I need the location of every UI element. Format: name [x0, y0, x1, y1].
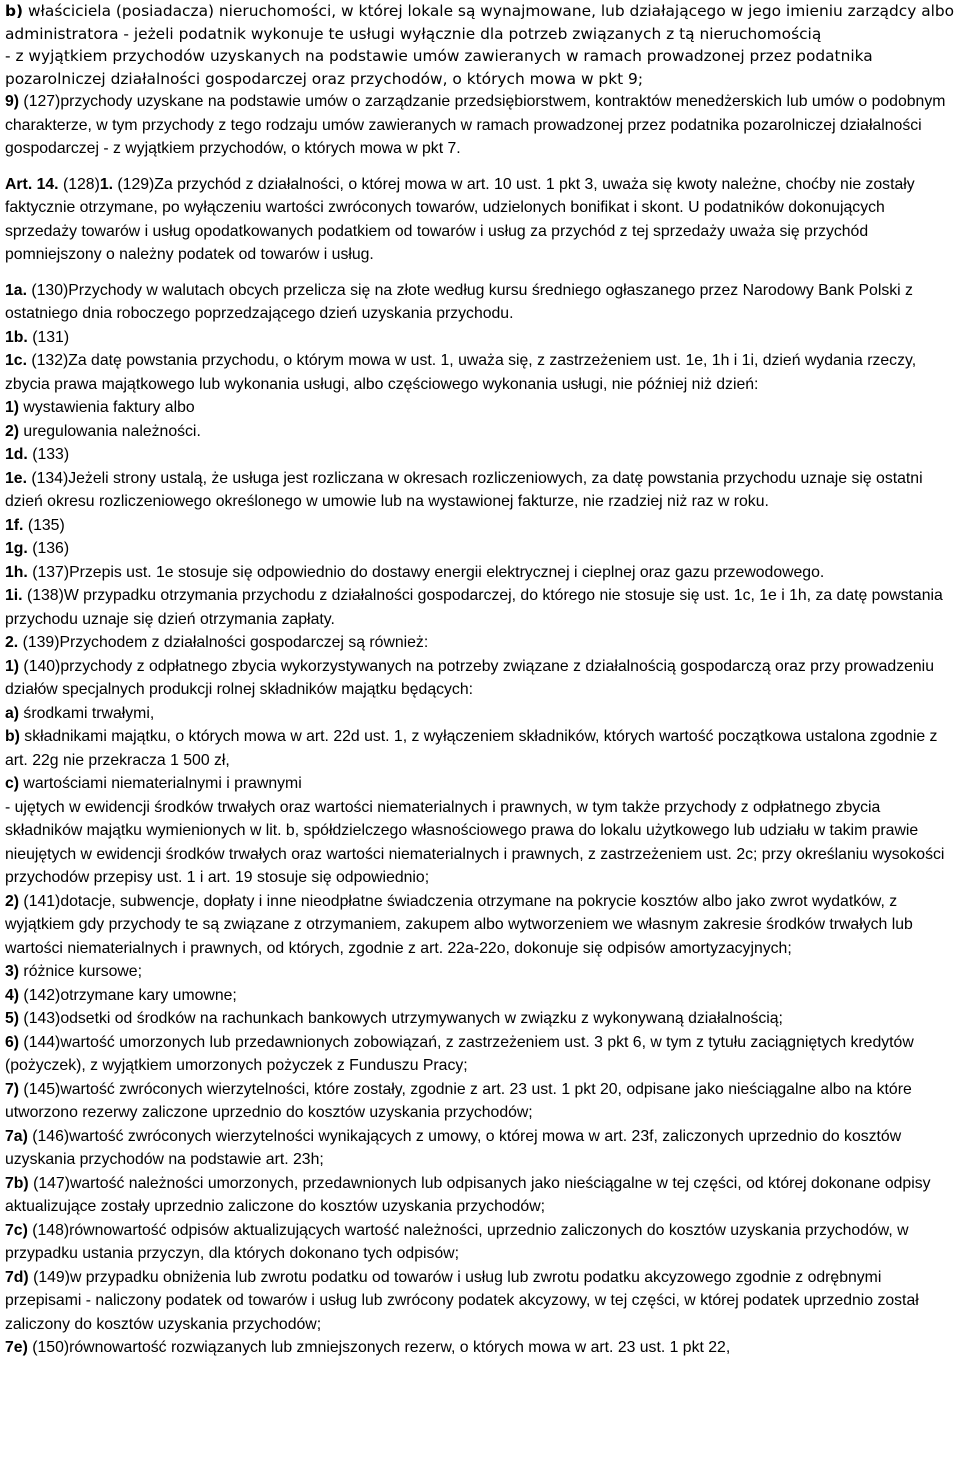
provision-item — [5, 1007, 955, 1031]
item-label: 7c) — [5, 1221, 28, 1239]
provision-item — [5, 537, 955, 561]
provision-item — [5, 1336, 955, 1360]
item-text: (134)Jeżeli strony ustalą, że usługa jest rozliczana w okresach rozliczeniowych, za datę powstania przychodu uznaje się ostatni dzień okresu rozliczeniowego określonego w umowie lub na wystawionej fakturze, nie rzadziej niż raz w roku. — [5, 469, 923, 510]
provision-item — [5, 890, 955, 961]
item-text: (143)odsetki od środków na rachunkach bankowych utrzymywanych w związku z wykonywaną działalnością; — [19, 1010, 783, 1027]
provision-item — [5, 349, 955, 396]
item-label: 1i. — [5, 587, 23, 604]
provision-item — [5, 467, 955, 514]
item-text: - z wyjątkiem przychodów uzyskanych na podstawie umów zawieranych w ramach prowadzonej przez podatnika pozarolniczej działalności gospodarczej oraz przychodów, o których mowa w pkt 9; — [5, 47, 873, 88]
item-text: (135) — [23, 516, 65, 534]
item-text: (136) — [27, 540, 70, 557]
item-text: (132)Za datę powstania przychodu, o którym mowa w ust. 1, uważa się, z zastrzeżeniem ust. 1e, 1h i 1i, dzień wydania rzeczy, zbycia prawa majątkowego lub wykonania usługi, albo częściowego wykonania usługi, nie później niż dzień: — [5, 352, 917, 393]
provision-item — [5, 984, 955, 1008]
item-text: (137)Przepis ust. 1e stosuje się odpowiednio do dostawy energii elektrycznej i cieplnej oraz gazu przewodowego. — [27, 563, 825, 581]
provision-item — [5, 796, 955, 890]
item-text: właściciela (posiadacza) nieruchomości, w której lokale są wynajmowane, lub działającego w jego imieniu zarządcy albo administratora - jeżeli podatnik wykonuje te usługi wyłącznie dla potrzeb związanych z tą nieruchomością — [5, 2, 955, 43]
item-label: 1c. — [5, 352, 27, 369]
provision-item — [5, 1172, 955, 1219]
item-label: 1a. — [5, 281, 27, 299]
item-text: (127)przychody uzyskane na podstawie umów o zarządzanie przedsiębiorstwem, kontraktów menedżerskich lub umów o podobnym charakterze, w tym przychody z tego rodzaju umów zawieranych w ramach prowadzonej przez podatnika pozarolniczej działalności gospodarczej - z wyjątkiem przychodów, o których mowa w pkt 7. — [5, 93, 946, 157]
item-text: wartościami niematerialnymi i prawnymi — [19, 775, 302, 792]
item-text: (131) — [27, 328, 70, 346]
item-label: 7e) — [5, 1339, 28, 1356]
item-text: - ujętych w ewidencji środków trwałych oraz wartości niematerialnych i prawnych, w tym także przychody z odpłatnego zbycia składników majątku wymienionych w lit. b, spółdzielczego własnościowego prawa do lokalu użytkowego lub udziału w takim prawie nieujętych w ewidencji środków trwałych oraz wartości niematerialnych i prawnych, z zastrzeżeniem ust. 2c; przy określaniu wysokości przychodów przepisy ust. 1 i art. 19 stosuje się odpowiednio; — [5, 798, 945, 886]
item-label: 7d) — [5, 1268, 29, 1286]
provision-item — [5, 631, 955, 655]
item-text: (147)wartość należności umorzonych, przedawnionych lub odpisanych jako nieściągalne w tej części, od której dokonane odpisy aktualizujące zostały uprzednio zaliczone do kosztów uzyskania przychodów; — [5, 1174, 931, 1215]
item-text: (141)dotacje, subwencje, dopłaty i inne nieodpłatne świadczenia otrzymane na pokrycie kosztów albo jako zwrot wydatków, z wyjątkiem gdy przychody te są związane z otrzymaniem, zakupem albo wytworzeniem we własnym zakresie środków trwałych lub wartości niematerialnych i prawnych, od których, zgodnie z art. 22a-22o, dokonuje się odpisów amortyzacyjnych; — [5, 892, 913, 957]
item-text: środkami trwałymi, — [19, 704, 155, 722]
spacer — [5, 161, 955, 173]
provision-item — [5, 1219, 955, 1266]
item-label: 2. — [5, 634, 19, 651]
article-heading: Art. 14. — [5, 175, 59, 193]
item-text: (146)wartość zwróconych wierzytelności wynikających z umowy, o której mowa w art. 23f, zaliczonych uprzednio do kosztów uzyskania przychodów na podstawie art. 23h; — [5, 1127, 902, 1168]
item-label: 7a) — [5, 1127, 28, 1145]
item-label: 5) — [5, 1010, 20, 1027]
item-label: 3) — [5, 963, 20, 980]
item-text: (148)równowartość odpisów aktualizujących wartość należności, uprzednio zaliczonych do kosztów uzyskania przychodów, w przypadku ustania przyczyn, dla których dokonano tych odpisów; — [5, 1221, 909, 1262]
item-label: 2) — [5, 422, 20, 440]
item-label: 1) — [5, 399, 20, 416]
provision-item — [5, 420, 955, 444]
article-14-paragraph — [5, 173, 955, 267]
item-text: (130)Przychody w walutach obcych przelicza się na złote według kursu średniego ogłaszanego przez Narodowy Bank Polski z ostatniego dnia roboczego poprzedzającego dzień uzyskania przychodu. — [5, 281, 913, 322]
item-text: (150)równowartość rozwiązanych lub zmniejszonych rezerw, o których mowa w art. 23 ust. 1 pkt 22, — [27, 1339, 731, 1356]
provision-item — [5, 725, 955, 772]
item-text: (142)otrzymane kary umowne; — [19, 986, 237, 1004]
item-label: 4) — [5, 986, 20, 1004]
item-label: 1e. — [5, 469, 27, 487]
item-text: (149)w przypadku obniżenia lub zwrotu podatku od towarów i usług lub zwrotu podatku akcyzowego zgodnie z odrębnymi przepisami - naliczony podatek od towarów i usług lub zwrócony podatek akcyzowy, w tej części, w której podatek uprzednio został zaliczony do kosztów uzyskania przychodów; — [5, 1268, 919, 1333]
item-label: c) — [5, 775, 20, 792]
provision-item — [5, 1266, 955, 1337]
intro-paragraph-b — [5, 0, 955, 45]
item-label: 6) — [5, 1033, 20, 1051]
item-text: różnice kursowe; — [19, 963, 142, 980]
item-label: b) — [5, 728, 20, 745]
item-text: wystawienia faktury albo — [19, 399, 195, 416]
item-label: 2) — [5, 892, 20, 910]
item-label: 1g. — [5, 540, 28, 557]
provision-item — [5, 326, 955, 350]
item-label: 1d. — [5, 446, 28, 463]
item-text: (133) — [27, 446, 70, 463]
provision-item — [5, 1078, 955, 1125]
item-label: 7) — [5, 1080, 20, 1098]
item-text: (144)wartość umorzonych lub przedawnionych zobowiązań, z zastrzeżeniem ust. 3 pkt 6, w tym z tytułu zaciągniętych kredytów (pożyczek), z wyjątkiem umorzonych pożyczek z Funduszu Pracy; — [5, 1033, 914, 1074]
provision-item — [5, 279, 955, 326]
provision-item — [5, 514, 955, 538]
provision-item — [5, 772, 955, 796]
provision-item — [5, 1031, 955, 1078]
item-text: składnikami majątku, o których mowa w art. 22d ust. 1, z wyłączeniem składników, których wartość początkowa ustalona zgodnie z art. 22g nie przekracza 1 500 zł, — [5, 728, 938, 769]
item-label: 1b. — [5, 328, 28, 346]
item-label: 9) — [5, 93, 20, 110]
provision-list — [5, 279, 955, 1360]
provision-item — [5, 443, 955, 467]
provision-item — [5, 960, 955, 984]
provision-item — [5, 1125, 955, 1172]
item-label: b) — [5, 2, 24, 20]
article-ref: (128) — [58, 175, 100, 193]
item-text: (138)W przypadku otrzymania przychodu z działalności gospodarczej, do którego nie stosuje się ust. 1c, 1e i 1h, za datę powstania przychodu uznaje się dzień otrzymania zapłaty. — [5, 587, 943, 628]
item-label: 1h. — [5, 563, 28, 581]
article-number: 1. — [99, 175, 114, 193]
provision-item — [5, 561, 955, 585]
item-text: uregulowania należności. — [19, 422, 201, 440]
item-label: 1f. — [5, 516, 24, 534]
provision-item — [5, 655, 955, 702]
item-label: 1) — [5, 657, 20, 675]
intro-paragraph-exception — [5, 45, 955, 90]
item-label: 7b) — [5, 1174, 29, 1192]
article-text: (129)Za przychód z działalności, o której mowa w art. 10 ust. 1 pkt 3, uważa się kwoty należne, choćby nie zostały faktycznie otrzymane, po wyłączeniu wartości zwróconych towarów, udzielonych bonifikat i skont. U podatników dokonujących sprzedaży towarów i usług opodatkowanych podatkiem od towarów i usług za przychód z tej sprzedaży uważa się przychód pomniejszony o należny podatek od towarów i usług. — [5, 175, 915, 263]
provision-item — [5, 396, 955, 420]
item-text: (139)Przychodem z działalności gospodarczej są również: — [18, 634, 429, 651]
provision-item — [5, 584, 955, 631]
item-text: (145)wartość zwróconych wierzytelności, które zostały, zgodnie z art. 23 ust. 1 pkt 20, odpisane jako nieściągalne albo na które utworzono rezerwy zaliczone uprzednio do kosztów uzyskania przychodów; — [5, 1080, 912, 1121]
item-label: a) — [5, 704, 20, 722]
item-text: (140)przychody z odpłatnego zbycia wykorzystywanych na potrzeby związane z działalnością gospodarczą oraz przy prowadzeniu działów specjalnych produkcji rolnej składników majątku będących: — [5, 657, 934, 698]
spacer — [5, 267, 955, 279]
paragraph-9 — [5, 90, 955, 161]
provision-item — [5, 702, 955, 726]
